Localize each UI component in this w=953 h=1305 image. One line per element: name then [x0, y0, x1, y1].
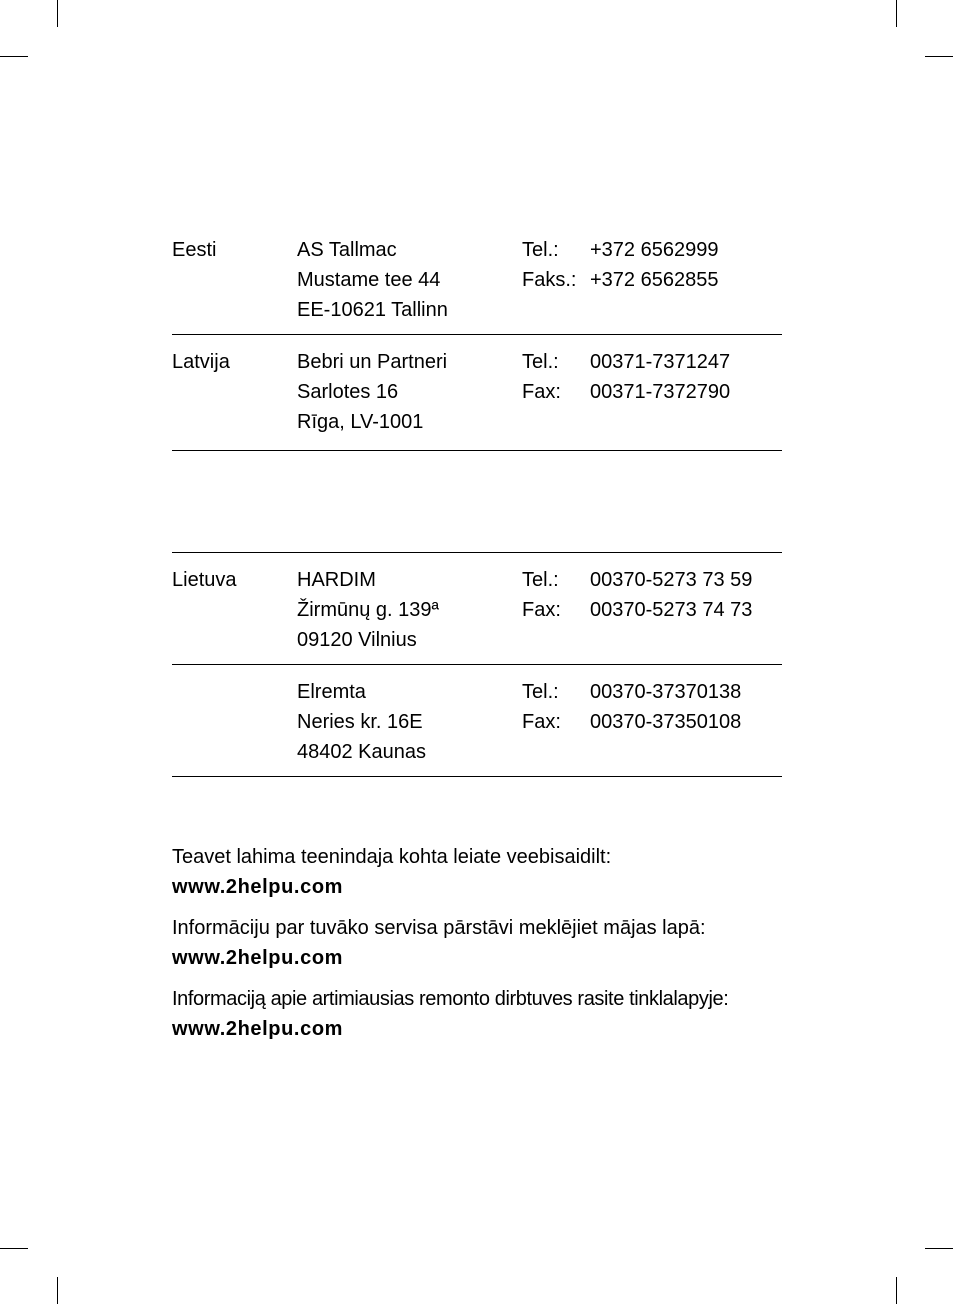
note-text: Informāciju par tuvāko servisa pārstāvi meklējiet mājas lapā: [172, 917, 706, 939]
note-text: Teavet lahima teenindaja kohta leiate veebisaidilt: [172, 846, 612, 868]
divider [172, 450, 782, 451]
address-line: Bebri un Partneri [297, 351, 448, 373]
crop-mark [57, 0, 58, 27]
address-line: Žirmūnų g. 139ª [297, 599, 439, 621]
contact-country: Latvija [172, 351, 230, 373]
service-note [172, 984, 728, 1044]
phone-number: 00370-37370138 [590, 681, 742, 703]
address-line: 48402 Kaunas [297, 741, 427, 763]
fax-number: 00371-7372790 [590, 381, 731, 403]
fax-number: +372 6562855 [590, 269, 719, 291]
crop-mark [0, 1248, 28, 1249]
address-line: Neries kr. 16E [297, 711, 423, 733]
address-line: HARDIM [297, 569, 376, 591]
divider [172, 776, 782, 777]
contact-address [297, 565, 439, 655]
crop-mark [57, 1277, 58, 1304]
fax-number: 00370-5273 74 73 [590, 599, 753, 621]
fax-label: Faks.: [522, 269, 577, 291]
crop-mark [896, 0, 897, 27]
fax-label: Fax: [522, 711, 561, 733]
contact-country: Eesti [172, 239, 217, 261]
address-line: Elremta [297, 681, 366, 703]
note-text: Informaciją apie artimiausias remonto dirbtuves rasite tinklalapyje: [172, 988, 729, 1010]
crop-mark [925, 1248, 953, 1249]
address-line: Sarlotes 16 [297, 381, 399, 403]
phone-number: 00370-5273 73 59 [590, 569, 753, 591]
contact-address [297, 677, 426, 767]
address-line: 09120 Vilnius [297, 629, 417, 651]
crop-mark [0, 56, 28, 57]
phone-number: 00371-7371247 [590, 351, 731, 373]
phone-number: +372 6562999 [590, 239, 719, 261]
fax-number: 00370-37350108 [590, 711, 742, 733]
divider [172, 334, 782, 335]
address-line: AS Tallmac [297, 239, 397, 261]
crop-mark [925, 56, 953, 57]
divider [172, 664, 782, 665]
crop-mark [896, 1277, 897, 1304]
contact-address [297, 347, 447, 437]
service-note [172, 842, 611, 902]
website-link[interactable]: www.2helpu.com [172, 876, 344, 898]
service-note [172, 913, 706, 973]
divider [172, 552, 782, 553]
website-link[interactable]: www.2helpu.com [172, 1018, 344, 1040]
phone-label: Tel.: [522, 681, 559, 703]
address-line: EE-10621 Tallinn [297, 299, 448, 321]
address-line: Mustame tee 44 [297, 269, 441, 291]
phone-label: Tel.: [522, 351, 559, 373]
contact-address [297, 235, 448, 325]
address-line: Rīga, LV-1001 [297, 411, 424, 433]
contact-country: Lietuva [172, 569, 237, 591]
fax-label: Fax: [522, 599, 561, 621]
fax-label: Fax: [522, 381, 561, 403]
website-link[interactable]: www.2helpu.com [172, 947, 344, 969]
phone-label: Tel.: [522, 569, 559, 591]
phone-label: Tel.: [522, 239, 559, 261]
